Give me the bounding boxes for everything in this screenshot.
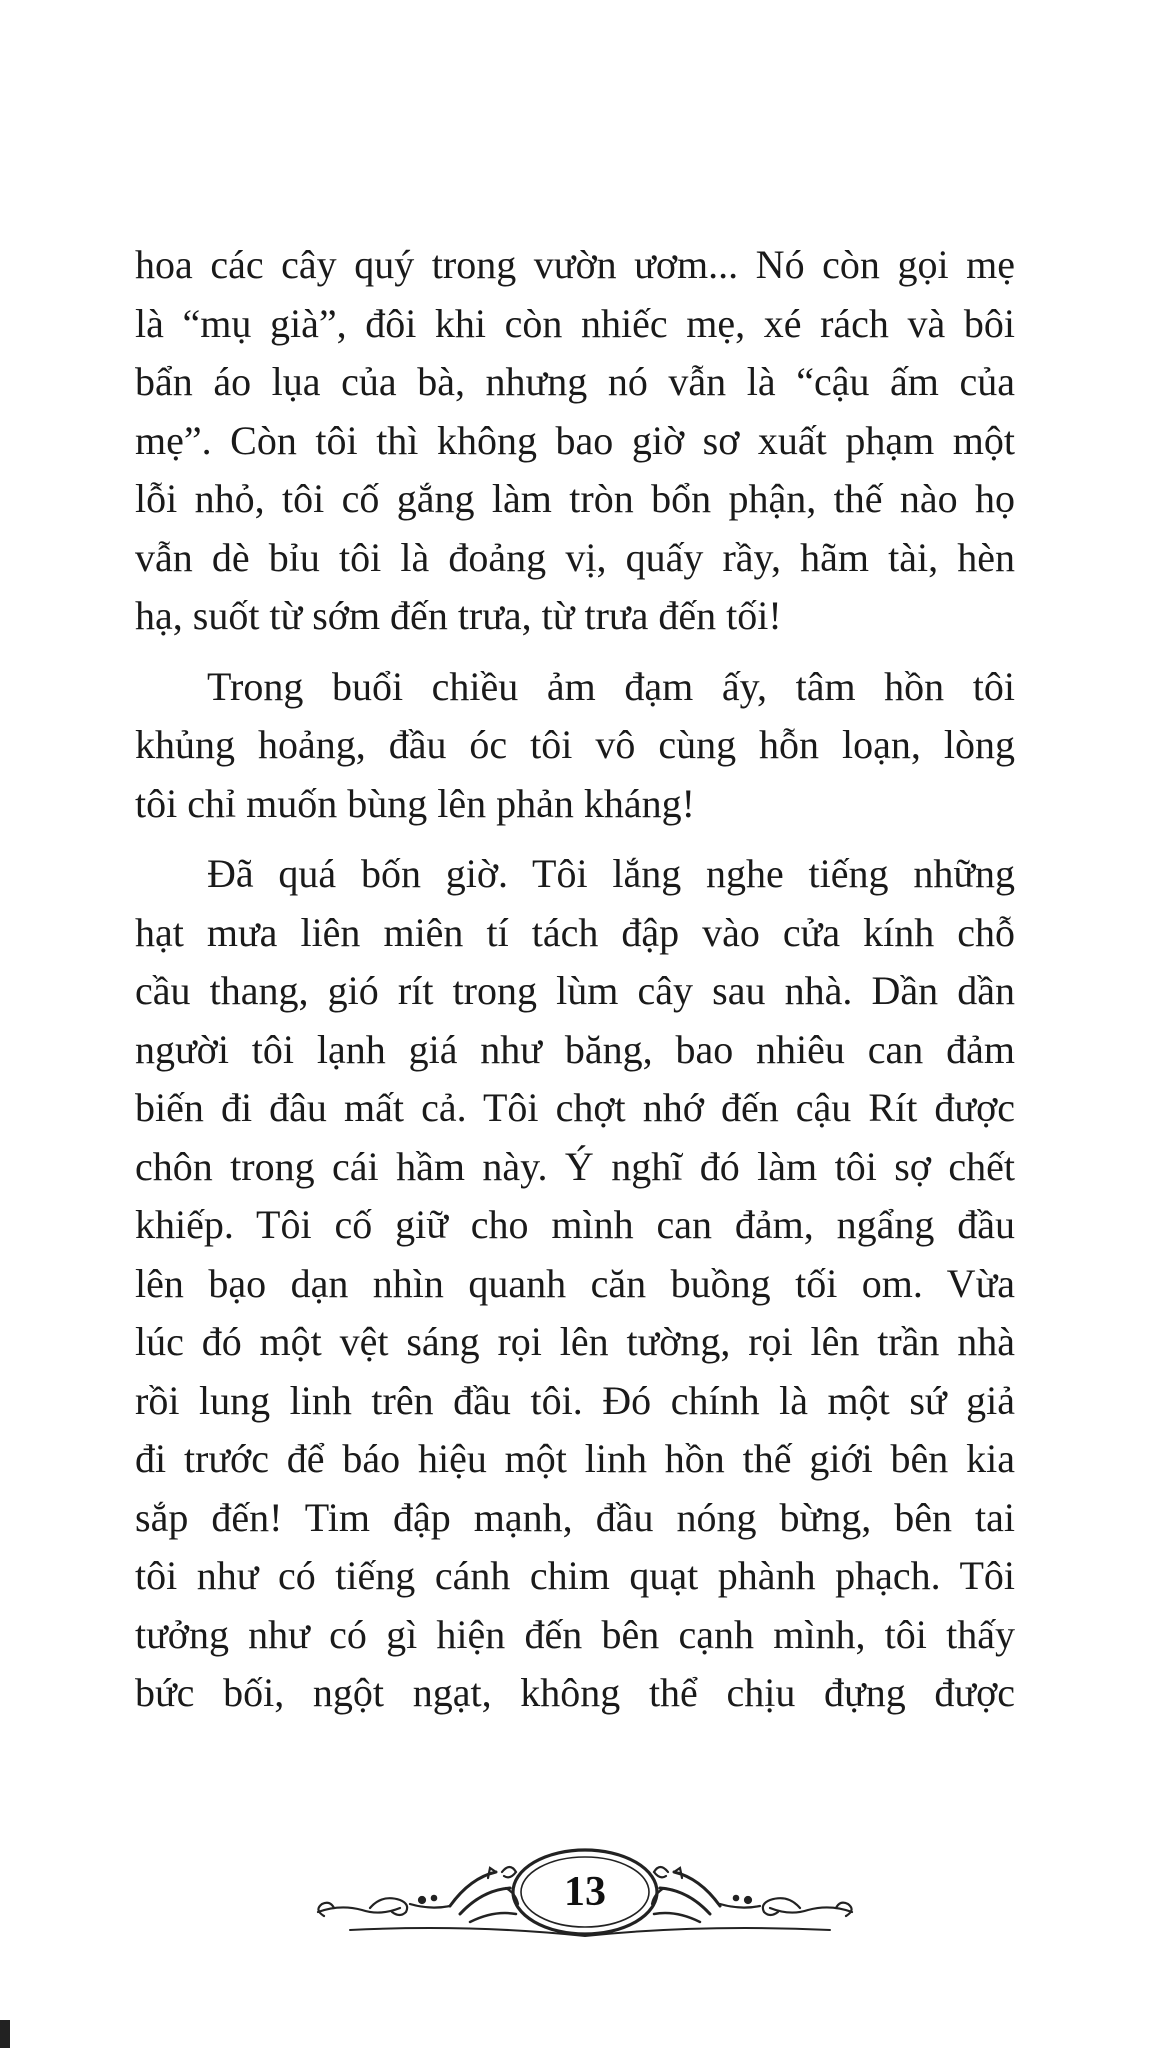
text-line: Đã quá bốn giờ. Tôi lắng nghe tiếng những (207, 851, 1015, 896)
text-line: lúc đó một vệt sáng rọi lên tường, rọi lên trần nhà (135, 1319, 1015, 1364)
text-line: sắp đến! Tim đập mạnh, đầu nóng bừng, bên tai (135, 1494, 1015, 1540)
text-line: là “mụ già”, đôi khi còn nhiếc mẹ, xé rách và bôi (135, 300, 1015, 346)
text-line: khủng hoảng, đầu óc tôi vô cùng hỗn loạn, lòng (135, 722, 1015, 767)
text-line: lên bạo dạn nhìn quanh căn buồng tối om. Vừa (135, 1260, 1015, 1306)
text-line: rồi lung linh trên đầu tôi. Đó chính là một sứ giả (135, 1377, 1015, 1423)
text-line: lỗi nhỏ, tôi cố gắng làm tròn bổn phận, thế nào họ (135, 476, 1015, 521)
text-line: tôi chỉ muốn bùng lên phản kháng! (135, 780, 695, 826)
text-line: hạt mưa liên miên tí tách đập vào cửa kính chỗ (135, 909, 1015, 955)
page-footer (0, 1838, 1171, 1948)
text-line: Trong buổi chiều ảm đạm ấy, tâm hồn tôi (207, 663, 1015, 709)
text-line: cầu thang, gió rít trong lùm cây sau nhà. Dần dần (135, 968, 1015, 1013)
text-line: khiếp. Tôi cố giữ cho mình can đảm, ngẩng đầu (135, 1202, 1015, 1247)
text-line: tưởng như có gì hiện đến bên cạnh mình, tôi thấy (135, 1611, 1015, 1657)
page-number: 13 (564, 1869, 606, 1915)
text-line: vẫn dè bỉu tôi là đoảng vị, quấy rầy, hãm tài, hèn (135, 534, 1015, 580)
text-line: mẹ”. Còn tôi thì không bao giờ sơ xuất phạm một (135, 417, 1015, 463)
paragraph-1 (135, 236, 1015, 646)
paragraph-3 (135, 845, 1015, 1723)
text-line: người tôi lạnh giá như băng, bao nhiêu can đảm (135, 1026, 1015, 1072)
text-line: bẩn áo lụa của bà, nhưng nó vẫn là “cậu ấm của (135, 359, 1015, 404)
text-line: hạ, suốt từ sớm đến trưa, từ trưa đến tối! (135, 593, 782, 638)
text-line: bức bối, ngột ngạt, không thể chịu đựng được (135, 1670, 1015, 1715)
text-line: hoa các cây quý trong vườn ươm... Nó còn gọi mẹ (135, 242, 1015, 287)
paragraph-2 (135, 658, 1015, 834)
text-line: biến đi đâu mất cả. Tôi chợt nhớ đến cậu Rít được (135, 1085, 1015, 1130)
scan-edge-mark (0, 2020, 10, 2048)
text-line: đi trước để báo hiệu một linh hồn thế giới bên kia (135, 1436, 1015, 1481)
text-line: chôn trong cái hầm này. Ý nghĩ đó làm tôi sợ chết (135, 1143, 1015, 1189)
text-line: tôi như có tiếng cánh chim quạt phành phạch. Tôi (135, 1553, 1015, 1598)
body-text (135, 236, 1015, 1723)
